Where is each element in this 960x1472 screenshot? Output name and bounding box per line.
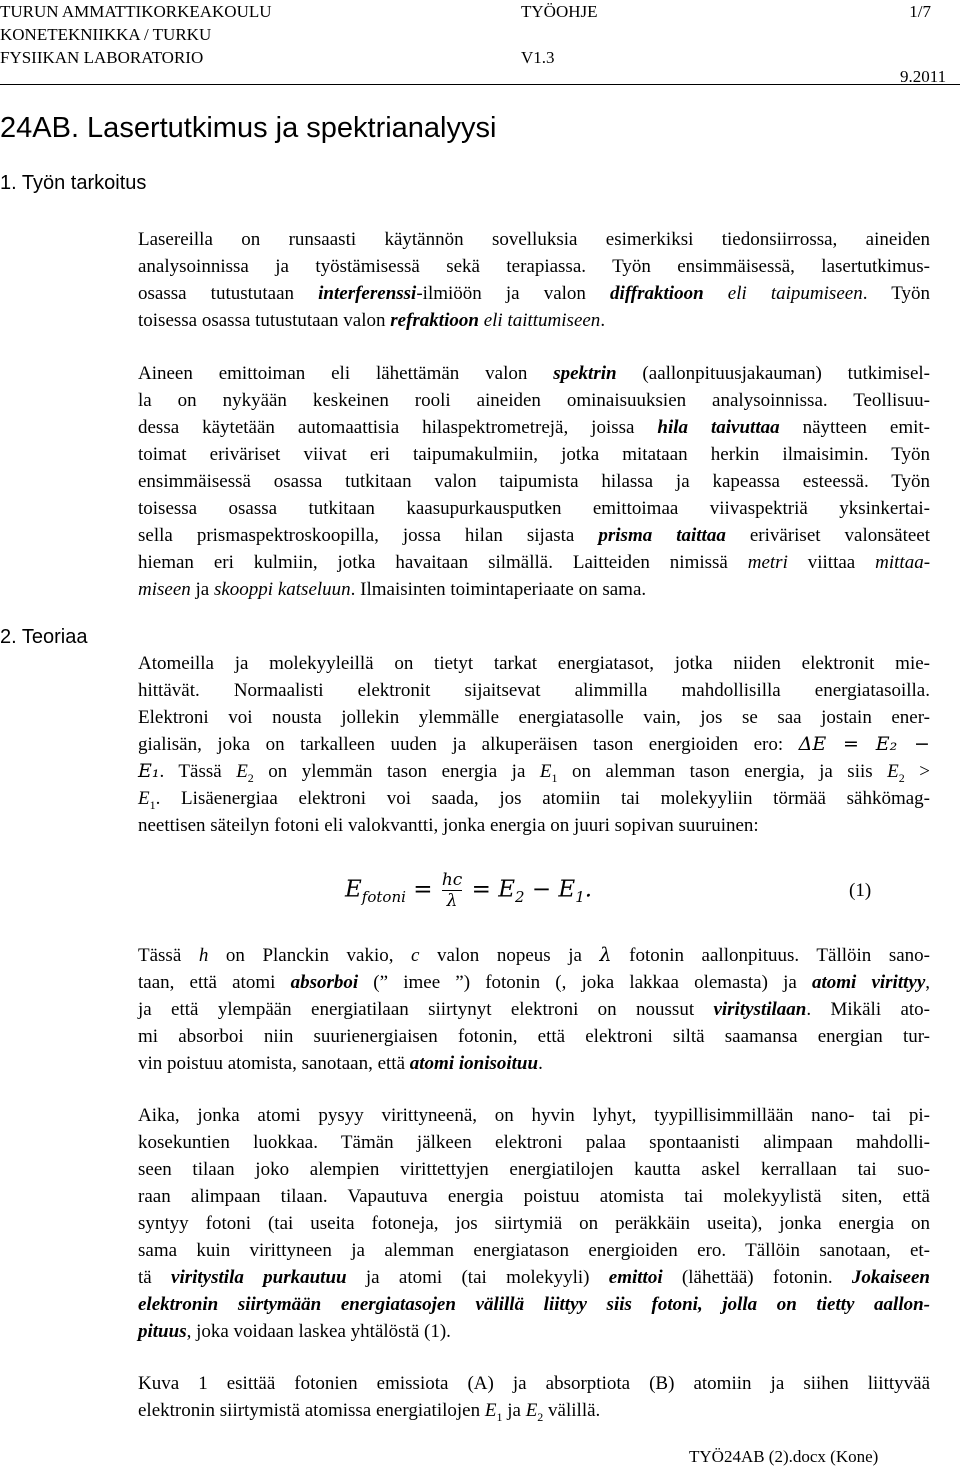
paragraph-spectrum xyxy=(138,360,930,603)
equation-photon-energy: $E_{fotoni}$ = $\frac{hc}{\lambda}$ = $E_2 - E_1$. xyxy=(345,870,593,911)
text-line: Elektroni voi nousta jollekin ylemmälle energiatasolle vain, jos se saa jostain ener- xyxy=(138,707,930,728)
fraction-hc-lambda: $\frac{hc}{\lambda}$ xyxy=(441,870,463,911)
text-line: pituus, joka voidaan laskea yhtälöstä (1). xyxy=(138,1321,451,1342)
header-right xyxy=(0,0,931,23)
term-diffraction: diffraktioon xyxy=(610,283,704,304)
header-department: KONETEKNIIKKA / TURKU xyxy=(0,25,212,44)
text-line: hittävät. Normaalisti elektronit sijaitsevat alimmilla mahdollisilla energiatasoilla. xyxy=(138,680,930,701)
header-version: V1.3 xyxy=(521,48,555,67)
paragraph-figure-reference xyxy=(138,1370,930,1424)
term-refraction: refraktioon xyxy=(390,310,479,331)
text-line: raan alimpaan tilaan. Vapautuva energia poistuu atomista tai molekyylistä siten, että xyxy=(138,1186,930,1207)
term-absorbs: absorboi xyxy=(290,972,359,993)
term-prism: prisma taittaa xyxy=(598,525,726,546)
text-line: seen tilaan joko alempien virittettyjen energiatilojen kautta askel kerrallaan tai suo- xyxy=(138,1159,930,1180)
text-line: hieman eri kulmiin, jotka havaitaan silmällä. Laitteiden nimissä metri viittaa mittaa- xyxy=(138,552,931,573)
text-line: toisessa osassa tutkitaan kaasupurkausputken emittoimaa viivaspektriä yksinkertai- xyxy=(138,498,930,519)
text-line: neettisen säteilyn fotoni eli valokvantti, jonka energia on juuri sopivan suuruinen: xyxy=(138,815,759,836)
text-line: $E_1$. Lisäenergiaa elektroni voi saada, jos atomiin tai molekyyliin törmää sähkömag- xyxy=(138,788,930,812)
text-line: osassa tutustutaan interferenssi-ilmiöön ja valon diffraktioon eli taipumiseen. Työn xyxy=(138,283,930,304)
text-line: E₁. Tässä $E_2$ on ylemmän tason energia ja $E_1$ on alemman tason energia, ja siis $E_2$ > xyxy=(138,760,930,785)
text-line: toimat eriväriset viivat eri taipumakulmiin, jotka mitataan herkin ilmaisimin. Työn xyxy=(138,444,930,465)
text-line: taan, että atomi absorboi (” imee ”) fotonin (, joka lakkaa olemasta) ja atomi virittyy, xyxy=(138,972,931,993)
text-line: sama kuin virittyneen ja alemman energiatason energioiden ero. Tällöin sanotaan, et- xyxy=(138,1240,930,1261)
header-rule xyxy=(0,84,960,85)
paragraph-energy-levels xyxy=(138,650,930,839)
text-line: kosekuntien luokkaa. Tämän jälkeen elektroni palaa spontaanisti alimpaan mahdolli- xyxy=(138,1132,930,1153)
paragraph-emission xyxy=(138,1102,930,1345)
text-line: analysoinnissa ja työstämisessä sekä terapiassa. Työn ensimmäisessä, lasertutkimus- xyxy=(138,256,931,277)
term-atom-excited: atomi virittyy xyxy=(811,972,926,993)
paragraph-purpose xyxy=(138,226,930,334)
math-delta-e: ΔE = E₂ − xyxy=(798,733,930,755)
text-line: Lasereilla on runsaasti käytännön sovelluksia esimerkiksi tiedonsiirrossa, aineiden xyxy=(138,229,930,250)
text-line: ja että ylempään energiatilaan siirtynyt elektroni on noussut viritystilaan. Mikäli ato- xyxy=(138,999,930,1020)
text-line: gialisän, joka on tarkalleen uuden ja alkuperäisen tason energioiden ero: ΔE = E₂ − xyxy=(138,733,930,755)
term-emits: emittoi xyxy=(608,1267,663,1288)
text-line: Atomeilla ja molekyyleillä on tietyt tarkat energiatasot, jotka niiden elektronit mie- xyxy=(138,653,930,674)
header-date: 9.2011 xyxy=(900,67,947,86)
header-doc-type: TYÖOHJE xyxy=(521,2,598,21)
text-line: syntyy fotoni (tai useita fotoneja, jos siirtymiä on peräkkäin useita), jonka energia on xyxy=(138,1213,930,1234)
document-title: 24AB. Lasertutkimus ja spektrianalyysi xyxy=(0,112,497,144)
term-spectrum: spektrin xyxy=(553,363,617,384)
header-blank xyxy=(521,23,598,46)
text-line: elektronin siirtymistä atomissa energiatilojen $E_1$ ja $E_2$ välillä. xyxy=(138,1400,601,1424)
text-line: ensimmäisessä osassa tutkitaan valon taipumista hilassa ja kapeassa esteessä. Työn xyxy=(138,471,931,492)
term-atom-ionizes: atomi ionisoituu xyxy=(409,1053,539,1074)
header-lab: FYSIIKAN LABORATORIO xyxy=(0,48,204,67)
text-line: sella prismaspektroskoopilla, jossa hilan sijasta prisma taittaa eriväriset valonsäteet xyxy=(138,525,930,546)
text-line: elektronin siirtymään energiatasojen välillä liittyy siis fotoni, jolla on tietty aallon- xyxy=(138,1294,930,1315)
text-line: Aika, jonka atomi pysyy virittyneenä, on hyvin lyhyt, tyypillisimmillään nano- tai pi- xyxy=(138,1105,930,1126)
text-line: Kuva 1 esittää fotonien emissiota (A) ja absorptiota (B) atomiin ja siihen liittyvää xyxy=(138,1373,930,1394)
equation-number: (1) xyxy=(849,880,872,901)
paragraph-absorption xyxy=(138,942,930,1077)
text-line: Tässä h on Planckin vakio, c valon nopeus ja λ fotonin aallonpituus. Tällöin sano- xyxy=(138,944,931,966)
header-page-number: 1/7 xyxy=(909,2,931,21)
text-line: tä viritystila purkautuu ja atomi (tai molekyyli) emittoi (lähettää) fotonin. Jokaiseen xyxy=(138,1267,930,1288)
text-line: toisessa osassa tutustutaan valon refraktioon eli taittumiseen. xyxy=(138,310,606,331)
section-heading-theory: 2. Teoriaa xyxy=(0,626,88,648)
text-line: mi absorboi niin suurienergiaisen fotonin, että elektroni siltä saamansa energian tur- xyxy=(138,1026,930,1047)
term-interference: interferenssi xyxy=(318,283,417,304)
text-line: Aineen emittoiman eli lähettämän valon spektrin (aallonpituusjakauman) tutkimisel- xyxy=(138,363,930,384)
text-line: miseen ja skooppi katseluun. Ilmaisinten toimintaperiaate on sama. xyxy=(138,579,647,600)
text-line: dessa käytetään automaattisia hilaspektrometrejä, joissa hila taivuttaa näytteen emit- xyxy=(138,417,930,438)
header-school: TURUN AMMATTIKORKEAKOULU xyxy=(0,2,272,21)
section-heading-purpose: 1. Työn tarkoitus xyxy=(0,172,147,194)
term-grating: hila taivuttaa xyxy=(657,417,780,438)
text-line: vin poistuu atomista, sanotaan, että atomi ionisoituu. xyxy=(138,1053,543,1074)
term-excited-state: viritystilaan xyxy=(713,999,807,1020)
footer-filename: TYÖ24AB (2).docx (Kone) xyxy=(689,1447,879,1466)
text-line: la on nykyään keskeinen rooli aineiden ominaisuuksien analysoinnissa. Teollisuu- xyxy=(138,390,930,411)
term-decays: viritystila purkautuu xyxy=(171,1267,347,1288)
